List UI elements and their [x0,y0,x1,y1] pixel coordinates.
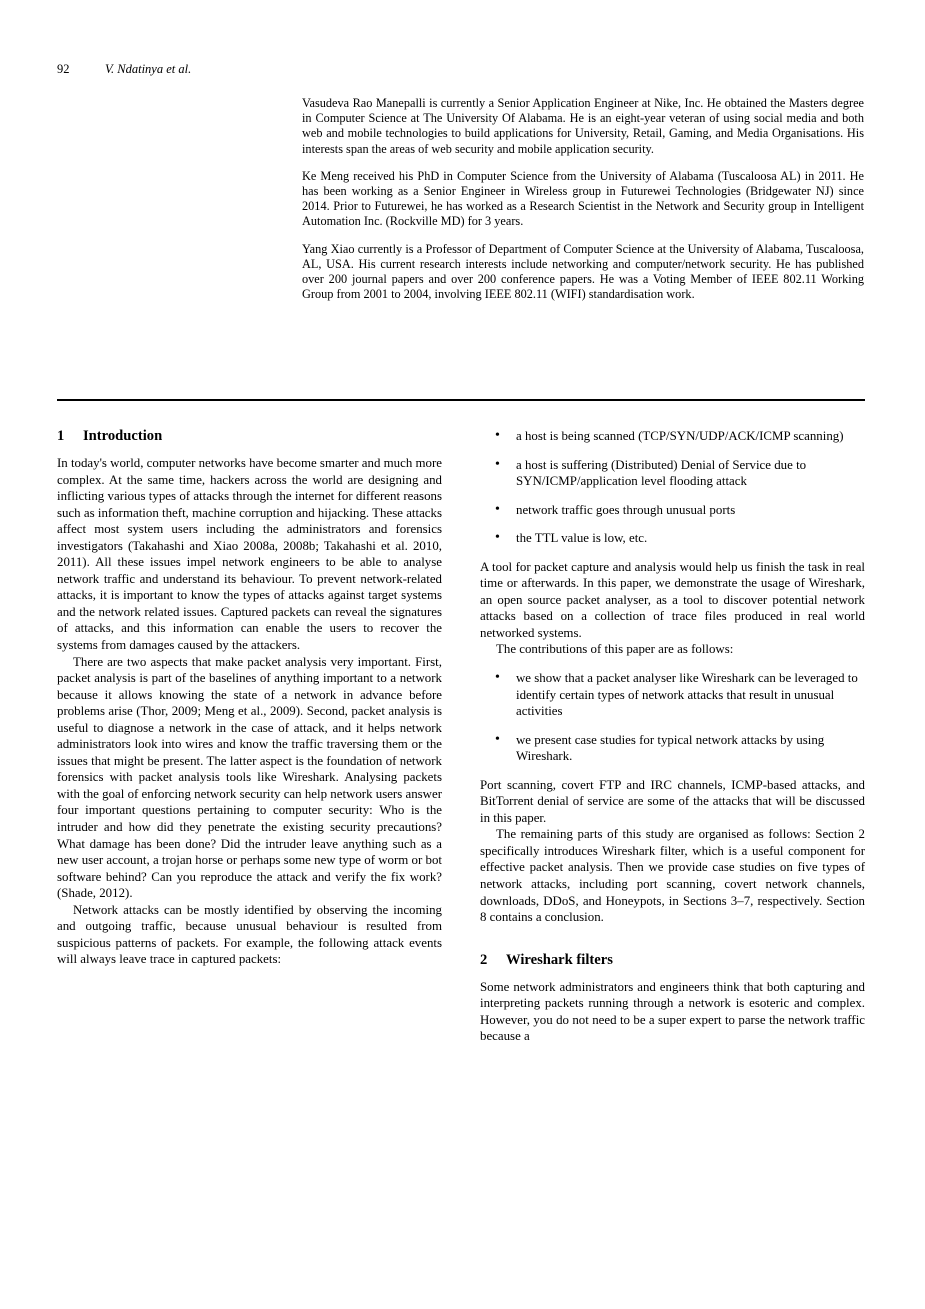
intro-paragraph-2: There are two aspects that make packet analysis very important. First, packet analysis is part of the baselines of anything important to a network because it allows knowing the state of a network in advance before problems arise (Thor, 2009; Meng et al., 2009). Second, packet analysis is useful to diagnose a network in the case of attack, and it helps network administrators look into wires and know the traffic traversing them or the issues that might be present. The latter aspect is the foundation of network forensics with packet analysis tools like Wireshark. Analysing packets with the goal of enforcing network security can help network users answer four important questions pertaining to computer security: Who is the intruder and how did they penetrate the existing security precautions? What damage has been done? Did the intruder leave anything such as a new user account, a trojan horse or perhaps some new type of worm or bot software behind? Can you reproduce the attack and verify the fix work? (Shade, 2012). [57,654,442,901]
attack-event-4: the TTL value is low, etc. [516,531,648,546]
section-title-introduction: Introduction [83,428,163,444]
column-left [57,428,442,968]
contributions-list [480,670,865,765]
contribution-2: we present case studies for typical network attacks by using Wireshark. [516,732,825,764]
section-heading-introduction [57,428,442,445]
list-item [480,502,865,519]
section-divider-rule [57,399,865,401]
bullet-icon: • [495,530,500,546]
intro-after-bullets-2: The contributions of this paper are as follows: [496,642,734,657]
contribution-1: we show that a packet analyser like Wireshark can be leveraged to identify certain types of network attacks that result in unusual activities [516,671,858,719]
attack-event-2: a host is suffering (Distributed) Denial of Service due to SYN/ICMP/application level flooding attack [516,457,807,489]
body-columns [57,428,865,1188]
biography-xiao: Yang Xiao currently is a Professor of Department of Computer Science at the University of Alabama, Tuscaloosa, AL, USA. His current research interests include networking and computer/network security. He has published over 200 journal papers and over 200 conference papers. He was a Voting Member of IEEE 802.11 Working Group from 2001 to 2004, involving IEEE 802.11 (WIFI) standardisation work. [302,241,864,302]
author-biographies [302,96,864,302]
bullet-icon: • [495,428,500,443]
attack-events-list [480,428,865,547]
attack-event-1: a host is being scanned (TCP/SYN/UDP/ACK/ICMP scanning) [516,429,844,443]
section-number-introduction: 1 [57,428,65,444]
list-item [480,670,865,720]
column-right [480,428,865,1045]
section-title-wireshark-filters: Wireshark filters [506,951,613,968]
list-item [480,732,865,765]
intro-closing-2: The remaining parts of this study are organised as follows: Section 2 specifically introduces Wireshark filter, which is a useful component for effective packet analysis. Then we provide case studies on five types of network attacks, including port scanning, covert network channels, downloads, DDoS, and Honeypots, in Sections 3–7, respectively. Section 8 contains a conclusion. [480,827,865,925]
intro-closing-1: Port scanning, covert FTP and IRC channels, ICMP-based attacks, and BitTorrent denial of service are some of the attacks that will be discussed in this paper. [480,777,865,825]
intro-after-bullets-1: A tool for packet capture and analysis would help us finish the task in real time or afterwards. In this paper, we demonstrate the usage of Wireshark, an open source packet analyser, as a tool to discover potential network attacks based on a collection of trace files produced in real world networked systems. [480,559,865,640]
bullet-icon: • [495,501,500,517]
list-item [480,428,865,445]
wireshark-paragraph-1: Some network administrators and engineers think that both capturing and interpreting packets running through a network is esoteric and complex. However, you do not need to be a super expert to parse the network traffic because a [480,979,865,1044]
bullet-icon: • [495,731,500,747]
list-item [480,457,865,490]
section-number-wireshark-filters: 2 [480,951,488,968]
intro-paragraph-1: In today's world, computer networks have become smarter and much more complex. At the same time, hackers across the world are designing and inflicting various types of attacks through the internet for different reasons such as information theft, machine corruption and hijacking. These attacks affect most system users including the administrators and forensics investigators (Takahashi and Xiao 2008a, 2008b; Takahashi et al. 2010, 2011). All these issues impel network engineers to be able to analyse network traffic and understand its behaviour. To prevent network-related attacks, it is important to know the types of attacks against target systems and the network related issues. Captured packets can reveal the signatures of attacks, and this information can enable the users to recover the systems from damages caused by the attackers. [57,456,442,653]
running-head [57,62,867,77]
list-item [480,530,865,547]
biography-manepalli: Vasudeva Rao Manepalli is currently a Senior Application Engineer at Nike, Inc. He obtained the Masters degree in Computer Science at The University Of Alabama. He is an eight-year veteran of using social media and both web and mobile technologies to build applications for University, Retail, Gaming, and Media Organisations. His interests span the areas of web security and mobile application security. [302,96,864,156]
attack-event-3: network traffic goes through unusual ports [516,502,736,517]
intro-paragraph-3: Network attacks can be mostly identified by observing the incoming and outgoing traffic, because unusual behaviour is resulted from suspicious patterns of packets. For example, the following attack events will always leave trace in captured packets: [57,902,442,967]
bullet-icon: • [495,456,500,472]
bullet-icon: • [495,670,500,686]
section-heading-wireshark-filters [480,952,865,969]
biography-meng: Ke Meng received his PhD in Computer Science from the University of Alabama (Tuscaloosa AL) in 2011. He has been working as a Senior Engineer in Wireless group in Futurewei Technologies (Bridgewater NJ) since 2014. Prior to Futurewei, he has worked as a Research Scientist in the Network and Security group in Intelligent Automation Inc. (Rockville MD) for 3 years. [302,168,864,229]
running-head-authors: V. Ndatinya et al. [105,62,192,76]
page-number: 92 [57,62,70,76]
